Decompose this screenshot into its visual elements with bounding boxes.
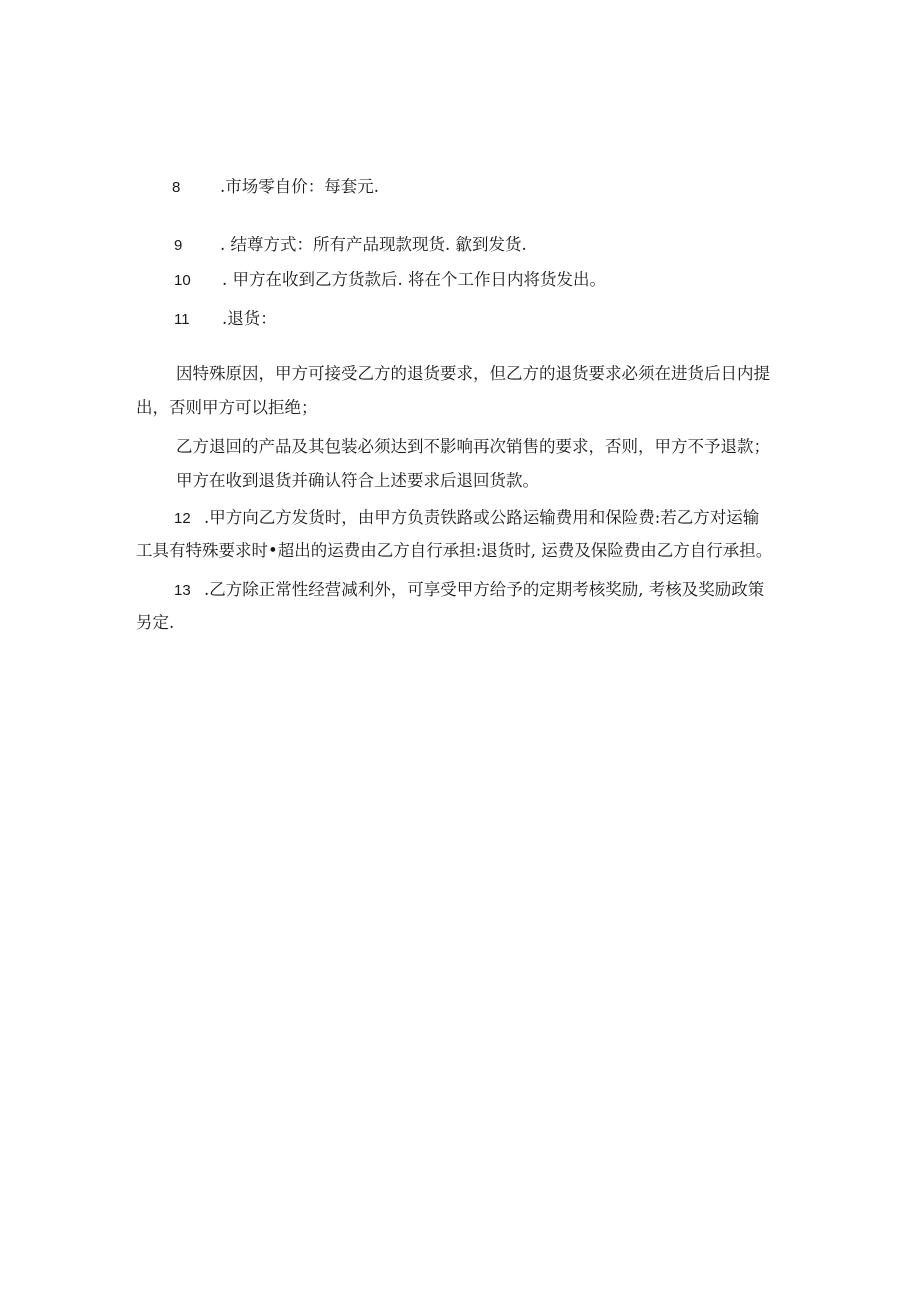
- clause-number: 8: [172, 179, 181, 196]
- clause-12-continued: 工具有特殊要求时•超出的运费由乙方自行承担:退货时, 运费及保险费由乙方自行承担。: [136, 541, 773, 560]
- clause-8: [172, 177, 379, 198]
- clause-9: [174, 235, 527, 256]
- clause-text: . 结尊方式：所有产品现款现货. 歙到发货.: [220, 235, 527, 254]
- clause-13-continued: 另定.: [136, 613, 175, 632]
- clause-text: . 甲方在收到乙方货款后. 将在个工作日内将货发出。: [222, 270, 606, 289]
- return-paragraph-line: 乙方退回的产品及其包装必须达到不影响再次销售的要求，否则，甲方不予退款；: [176, 437, 770, 456]
- clause-13: [174, 580, 764, 601]
- clause-text: .乙方除正常性经营减利外，可享受甲方给予的定期考核奖励, 考核及奖励政策: [204, 580, 765, 599]
- clause-number: 13: [174, 582, 191, 599]
- clause-11: [174, 309, 277, 330]
- return-paragraph-line: 因特殊原因，甲方可接受乙方的退货要求，但乙方的退货要求必须在进货后日内提: [176, 364, 770, 383]
- clause-10: [174, 270, 606, 291]
- clause-text: .退货：: [222, 309, 277, 328]
- clause-text: .甲方向乙方发货时，由甲方负责铁路或公路运输费用和保险费:若乙方对运输: [204, 508, 760, 527]
- clause-number: 12: [174, 510, 191, 527]
- clause-number: 9: [174, 237, 183, 254]
- return-paragraph-line: 出，否则甲方可以拒绝；: [136, 398, 318, 417]
- return-paragraph-line: 甲方在收到退货并确认符合上述要求后退回货款。: [176, 471, 539, 490]
- clause-number: 10: [174, 272, 191, 289]
- clause-text: .市场零自价：每套元.: [220, 177, 379, 196]
- clause-12: [174, 508, 759, 529]
- clause-number: 11: [174, 311, 190, 328]
